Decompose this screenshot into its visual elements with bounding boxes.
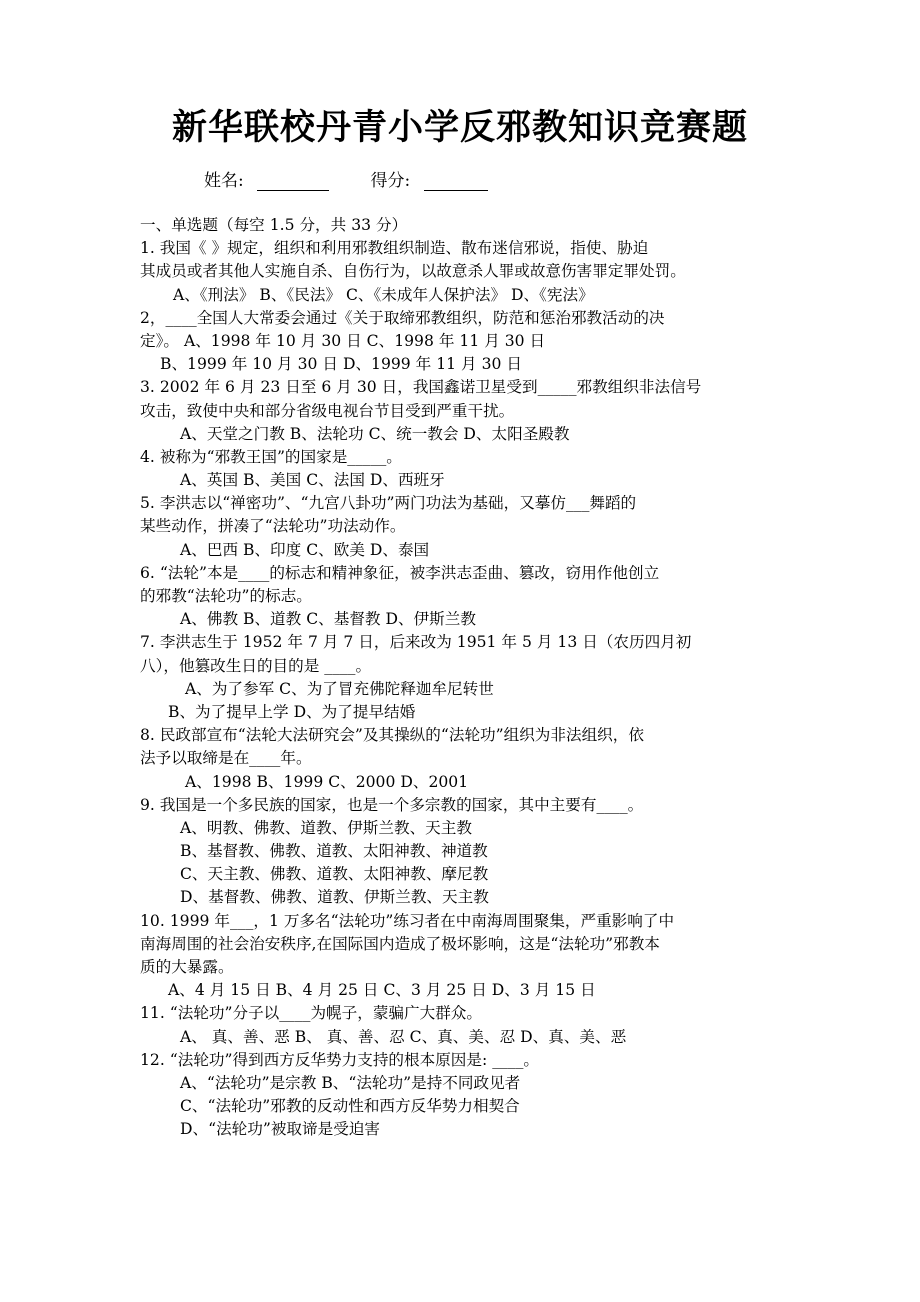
score-blank xyxy=(424,172,488,191)
question-text: 4. 被称为“邪教王国”的国家是_____。 xyxy=(140,447,402,466)
answer-options: A、天堂之门教 B、法轮功 C、统一教会 D、太阳圣殿教 xyxy=(180,424,570,443)
answer-options: B、为了提早上学 D、为了提早结婚 xyxy=(168,702,416,721)
question-content xyxy=(140,214,790,1142)
question-text: 的邪教“法轮功”的标志。 xyxy=(140,587,312,605)
question-text: 某些动作，拼凑了“法轮功”功法动作。 xyxy=(140,517,406,536)
question-text: 10. 1999 年___，1 万多名“法轮功”练习者在中南海周围聚集，严重影响了中 xyxy=(140,911,675,930)
answer-options: C、“法轮功”邪教的反动性和西方反华势力相契合 xyxy=(180,1097,520,1116)
answer-options: A、巴西 B、印度 C、欧美 D、泰国 xyxy=(180,540,430,559)
question-text: 7. 李洪志生于 1952 年 7 月 7 日，后来改为 1951 年 5 月 13 日（农历四月初 xyxy=(140,633,692,652)
answer-options: C、天主教、佛教、道教、太阳神教、摩尼教 xyxy=(180,865,489,884)
student-info-row xyxy=(204,166,488,191)
question-text: 其成员或者其他人实施自杀、自伤行为，以故意杀人罪或故意伤害罪定罪处罚。 xyxy=(140,262,686,281)
question-text: 12. “法轮功”得到西方反华势力支持的根本原因是: ____。 xyxy=(140,1050,539,1069)
name-label: 姓名: xyxy=(204,171,244,191)
question-text: 5. 李洪志以“禅密功”、“九宫八卦功”两门功法为基础，又摹仿___舞蹈的 xyxy=(140,494,637,513)
answer-options: D、基督教、佛教、道教、伊斯兰教、天主教 xyxy=(180,888,489,907)
answer-options: A、明教、佛教、道教、伊斯兰教、天主教 xyxy=(180,818,472,837)
question-text: 8. 民政部宣布“法轮大法研究会”及其操纵的“法轮功”组织为非法组织，依 xyxy=(140,726,644,745)
answer-options: A、4 月 15 日 B、4 月 25 日 C、3 月 25 日 D、3 月 15 日 xyxy=(168,981,596,1000)
answer-options: A、英国 B、美国 C、法国 D、西班牙 xyxy=(180,471,445,490)
answer-options: B、1999 年 10 月 30 日 D、1999 年 11 月 30 日 xyxy=(160,355,522,374)
answer-options: B、基督教、佛教、道教、太阳神教、神道教 xyxy=(180,842,488,861)
question-text: 2，____全国人大常委会通过《关于取缔邪教组织，防范和惩治邪教活动的决 xyxy=(140,308,665,327)
question-text: 11. “法轮功”分子以____为幌子，蒙骗广大群众。 xyxy=(140,1004,482,1023)
answer-options: A、《刑法》 B、《民法》 C、《未成年人保护法》 D、《宪法》 xyxy=(173,285,594,304)
question-text: 6. “法轮”本是____的标志和精神象征，被李洪志歪曲、篡改，窃用作他创立 xyxy=(140,563,660,582)
question-text: 1. 我国《 》规定，组织和利用邪教组织制造、散布迷信邪说，指使、胁迫 xyxy=(140,239,649,258)
document-title: 新华联校丹青小学反邪教知识竞赛题 xyxy=(171,107,748,148)
section-heading: 一、单选题（每空 1.5 分，共 33 分） xyxy=(140,216,408,234)
answer-options: D、“法轮功”被取谛是受迫害 xyxy=(180,1120,380,1139)
question-text: 攻击，致使中央和部分省级电视台节目受到严重干扰。 xyxy=(140,401,515,420)
answer-options: A、1998 B、1999 C、2000 D、2001 xyxy=(185,772,469,791)
answer-options: A、 真、善、恶 B、 真、善、忍 C、真、美、忍 D、真、美、恶 xyxy=(180,1027,627,1046)
question-text: 南海周围的社会治安秩序,在国际国内造成了极坏影响，这是“法轮功”邪教本 xyxy=(140,934,660,953)
answer-options: A、为了参军 C、为了冒充佛陀释迦牟尼转世 xyxy=(185,679,494,698)
name-blank xyxy=(257,172,329,191)
question-text: 3. 2002 年 6 月 23 日至 6 月 30 日，我国鑫诺卫星受到_____邪教组织非法信号 xyxy=(140,378,702,397)
question-text: 法予以取缔是在____年。 xyxy=(140,749,312,768)
question-text: 9. 我国是一个多民族的国家，也是一个多宗教的国家，其中主要有____。 xyxy=(140,795,644,814)
answer-options: A、“法轮功”是宗教 B、“法轮功”是持不同政见者 xyxy=(180,1073,521,1092)
question-text: 八），他篡改生日的目的是 ____。 xyxy=(140,656,372,675)
score-label: 得分: xyxy=(370,171,411,191)
question-text: 质的大暴露。 xyxy=(140,958,234,976)
question-text: 定》。 A、1998 年 10 月 30 日 C、1998 年 11 月 30 日 xyxy=(140,331,546,350)
answer-options: A、佛教 B、道教 C、基督教 D、伊斯兰教 xyxy=(180,610,476,629)
